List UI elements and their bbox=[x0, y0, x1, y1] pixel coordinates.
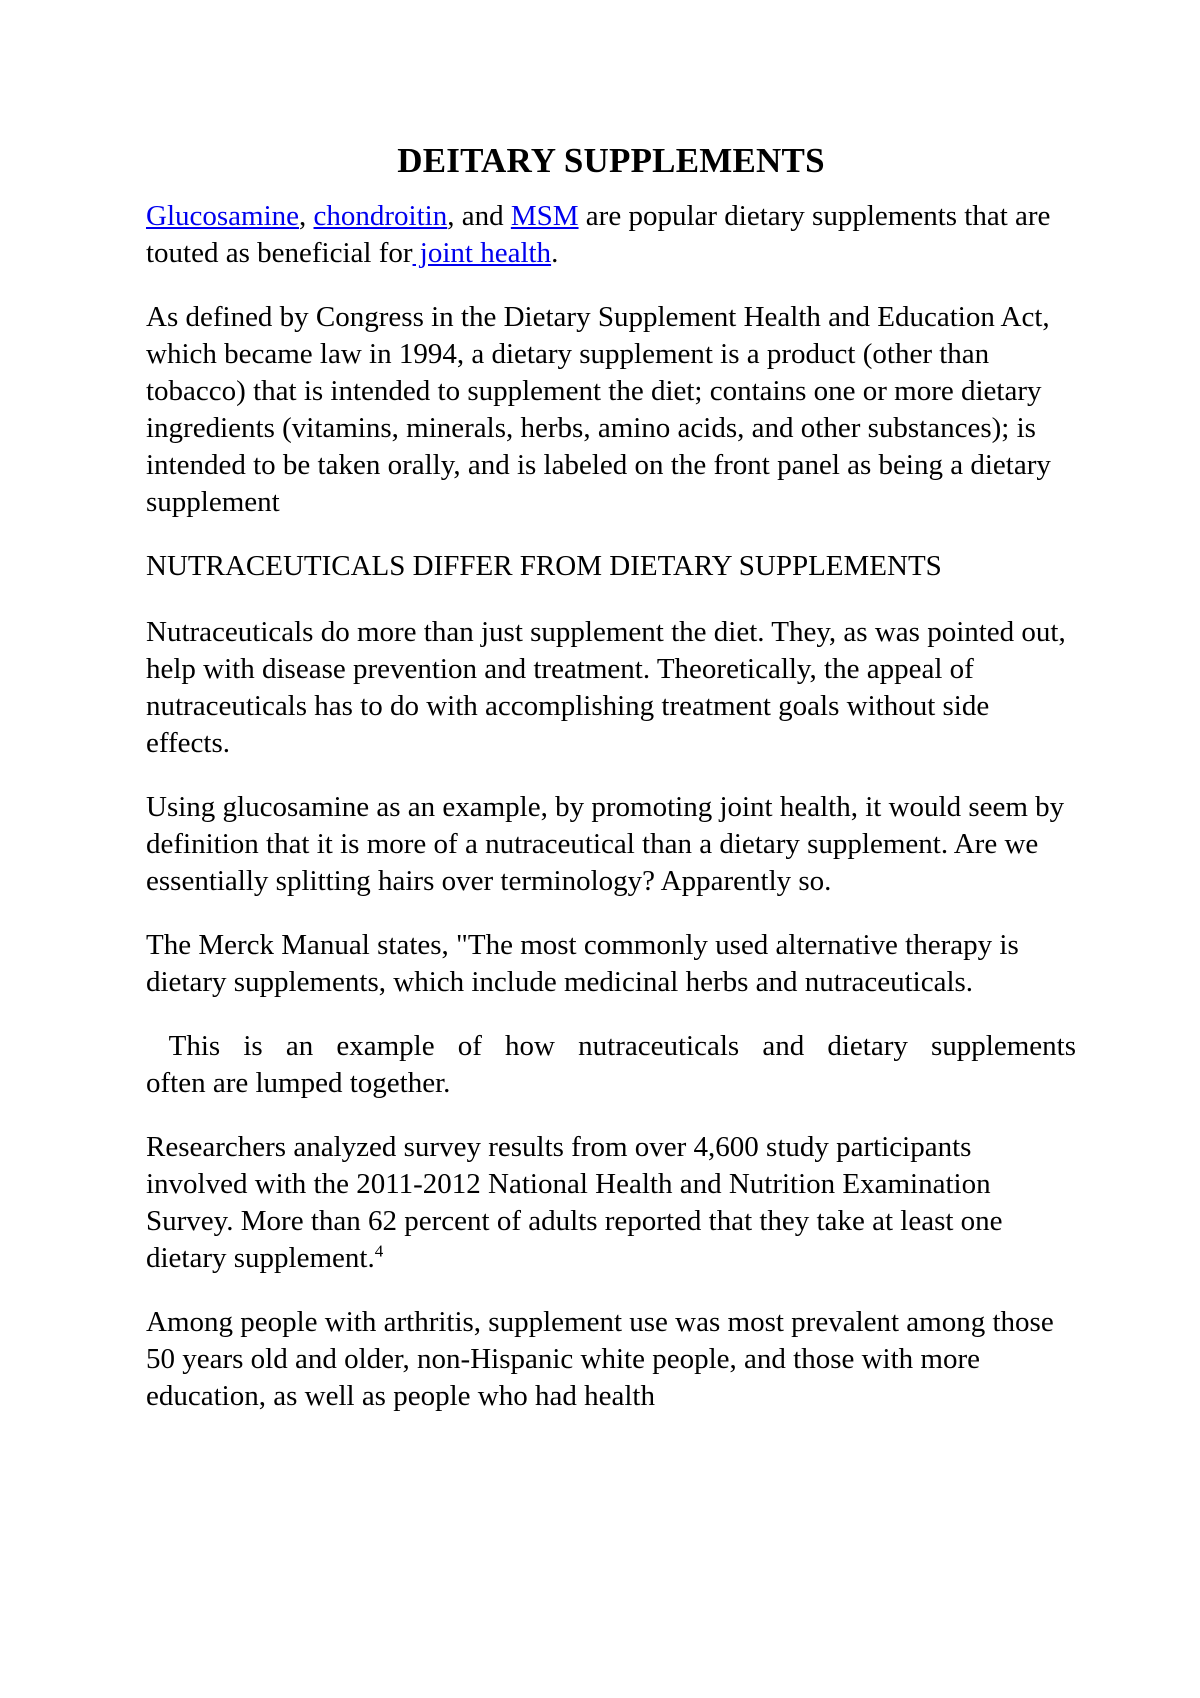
intro-paragraph bbox=[146, 198, 1076, 272]
survey-paragraph bbox=[146, 1129, 1076, 1277]
document-page bbox=[146, 140, 1076, 1442]
intro-text: are popular dietary supplements that are touted as beneficial for bbox=[146, 200, 1051, 269]
lumped-paragraph bbox=[146, 1028, 1076, 1102]
link-msm[interactable]: MSM bbox=[510, 200, 579, 232]
arthritis-paragraph: Among people with arthritis, supplement use was most prevalent among those 50 years old and older, non-Hispanic white people, and those with more education, as well as people who had health bbox=[146, 1306, 1054, 1412]
survey-text: Researchers analyzed survey results from over 4,600 study participants involved with the 2011-2012 National Health and Nutrition Examination Survey. More than 62 percent of adults reported that they take at least one dietary supplement. bbox=[146, 1131, 1003, 1274]
intro-period: . bbox=[551, 237, 559, 269]
glucosamine-example-paragraph: Using glucosamine as an example, by promoting joint health, it would seem by definition that it is more of a nutraceutical than a dietary supplement. Are we essentially splitting hairs over terminology? Apparently so. bbox=[146, 791, 1065, 897]
merck-paragraph: The Merck Manual states, "The most commonly used alternative therapy is dietary supplements, which include medicinal herbs and nutraceuticals. bbox=[146, 929, 1019, 998]
lumped-line-1: This is an example of how nutraceuticals and dietary supplements bbox=[146, 1030, 1076, 1062]
link-chondroitin[interactable]: chondroitin bbox=[313, 200, 448, 232]
intro-separator-2: , and bbox=[447, 200, 511, 232]
nutraceuticals-paragraph: Nutraceuticals do more than just supplement the diet. They, as was pointed out, help with disease prevention and treatment. Theoretically, the appeal of nutraceuticals has to do with accomplishing treatment goals without side effects. bbox=[146, 616, 1066, 759]
intro-separator-1: , bbox=[299, 200, 314, 232]
lumped-line-2: often are lumped together. bbox=[146, 1067, 451, 1099]
link-joint-health[interactable]: joint health bbox=[412, 237, 552, 269]
document-title: DEITARY SUPPLEMENTS bbox=[397, 141, 825, 180]
section-heading: NUTRACEUTICALS DIFFER FROM DIETARY SUPPLEMENTS bbox=[146, 550, 942, 582]
definition-paragraph: As defined by Congress in the Dietary Supplement Health and Education Act, which became law in 1994, a dietary supplement is a product (other than tobacco) that is intended to supplement the diet; contains one or more dietary ingredients (vitamins, minerals, herbs, amino acids, and other substances); is intended to be taken orally, and is labeled on the front panel as being a dietary supplement bbox=[146, 301, 1051, 518]
footnote-marker: 4 bbox=[374, 1241, 384, 1261]
link-glucosamine[interactable]: Glucosamine bbox=[146, 200, 300, 232]
